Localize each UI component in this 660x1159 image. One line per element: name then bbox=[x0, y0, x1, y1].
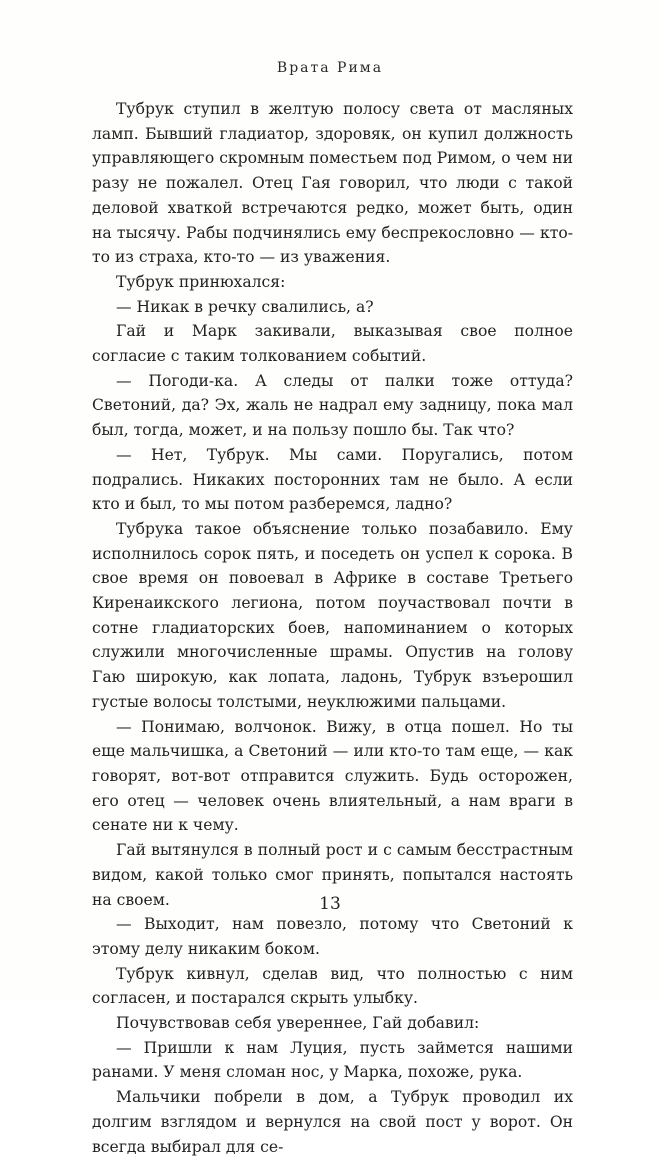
paragraph: Почувствовав себя увереннее, Гай добавил: bbox=[116, 1014, 480, 1033]
paragraph: Тубрука такое объяснение только позабавило. Ему исполнилось сорок пять, и поседеть он успел к сорока. В свое время он повоевал в Африке в составе Третьего Киренаикского легиона, потом поучаствовал почти в сотне гладиаторских боев, напоминанием о которых служили многочисленные шрамы. Опустив на голову Гаю широкую, как лопата, ладонь, Тубрук взъерошил густые волосы толстыми, неуклюжими пальцами. bbox=[92, 519, 573, 711]
page-number: 13 bbox=[319, 894, 341, 914]
paragraph: Гай вытянулся в полный рост и с самым бесстрастным видом, какой только смог принять, попытался настоять на своем. bbox=[92, 841, 573, 909]
paragraph: — Нет, Тубрук. Мы сами. Поругались, потом подрались. Никаких посторонних там не было. А если кто и был, то мы потом разберемся, ладно? bbox=[92, 445, 573, 514]
paragraph: — Выходит, нам повезло, потому что Светоний к этому делу никаким боком. bbox=[92, 915, 573, 958]
paragraph: — Пришли к нам Луция, пусть займется нашими ранами. У меня сломан нос, у Марка, похоже, рука. bbox=[92, 1038, 573, 1082]
running-head: Врата Рима bbox=[276, 60, 384, 76]
paragraph: — Никак в речку свалились, а? bbox=[116, 297, 374, 316]
paragraph: — Понимаю, волчонок. Вижу, в отца пошел. Но ты еще мальчишка, а Светоний — или кто-то там еще, — как говорят, вот-вот отправится служить. Будь осторожен, его отец — человек очень влиятельный, а нам враги в сенате ни к чему. bbox=[92, 717, 573, 835]
paragraph: Гай и Марк закивали, выказывая свое полное согласие с таким толкованием событий. bbox=[92, 322, 573, 366]
paragraph: — Погоди-ка. А следы от палки тоже оттуда? Светоний, да? Эх, жаль не надрал ему задницу, пока мал был, тогда, может, и на пользу пошло бы. Так что? bbox=[92, 371, 573, 440]
paragraph: Тубрук ступил в желтую полосу света от масляных ламп. Бывший гладиатор, здоровяк, он купил должность управляющего скромным поместьем под Римом, о чем ни разу не пожалел. Отец Гая говорил, что люди с такой деловой хваткой встречаются редко, может быть, один на тысячу. Рабы подчинялись ему беспрекословно — кто-то из страха, кто-то — из уважения. bbox=[92, 100, 573, 267]
paragraph: Тубрук принюхался: bbox=[116, 272, 286, 291]
body-text bbox=[92, 97, 573, 1159]
paragraph: Тубрук кивнул, сделав вид, что полностью с ним согласен, и постарался скрыть улыбку. bbox=[92, 964, 573, 1008]
paragraph: Мальчики побрели в дом, а Тубрук проводил их долгим взглядом и вернулся на свой пост у ворот. Он всегда выбирал для се- bbox=[92, 1088, 573, 1156]
